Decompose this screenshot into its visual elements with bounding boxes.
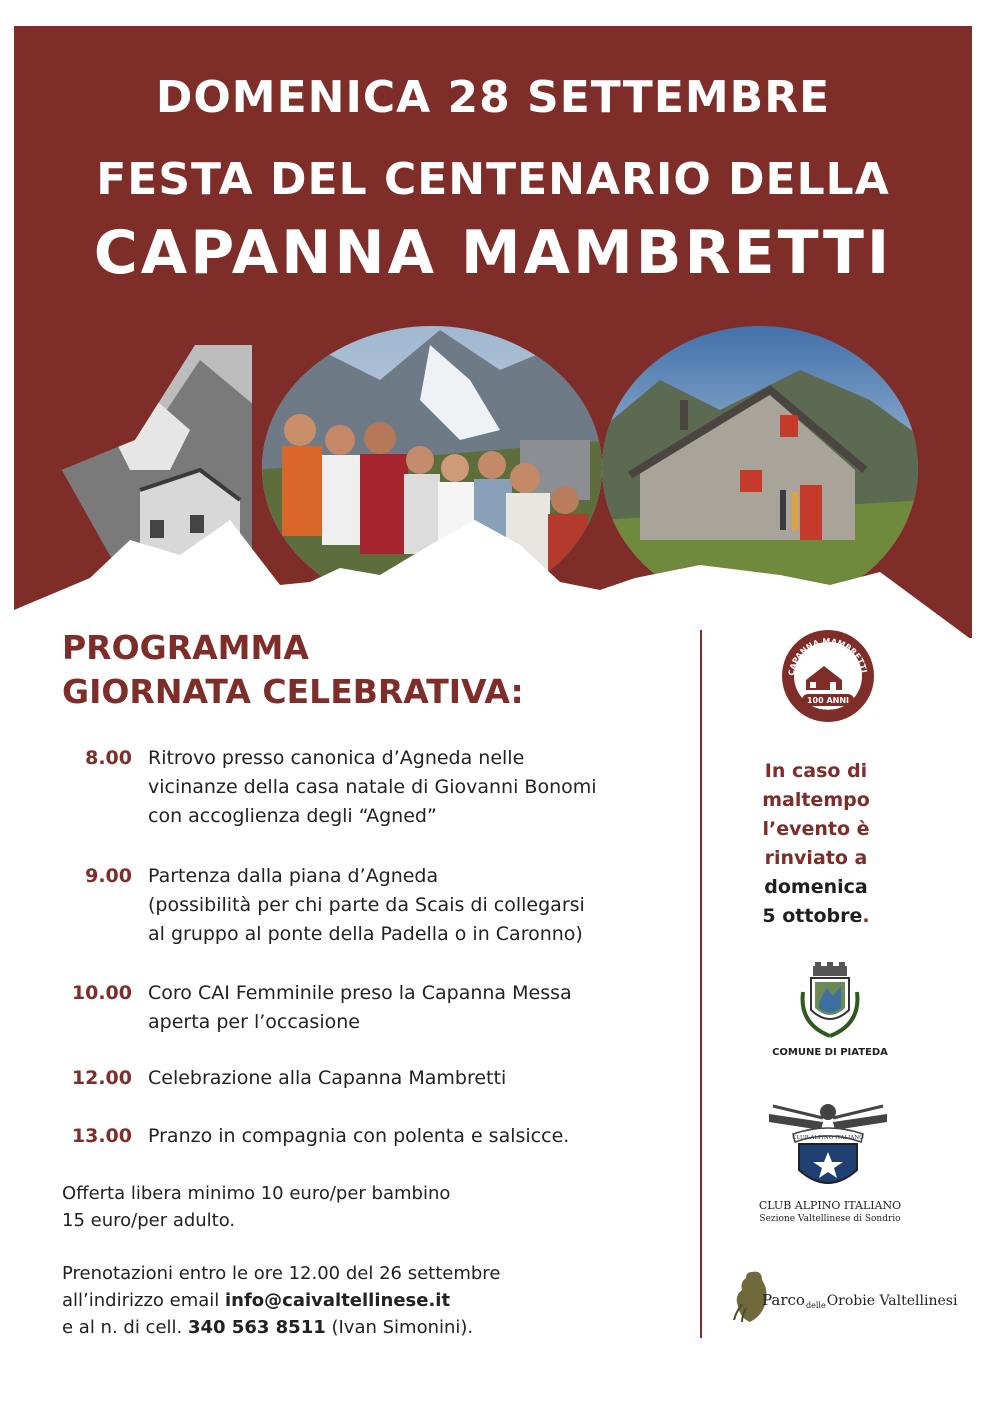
event-date-heading: DOMENICA 28 SETTEMBRE	[155, 72, 831, 123]
booking-text	[62, 1260, 662, 1341]
schedule-time: 13.00	[71, 1125, 132, 1147]
booking-email-prefix: all’indirizzo email	[62, 1290, 225, 1311]
booking-phone-number[interactable]: 340 563 8511	[187, 1317, 326, 1338]
parco-word2: delle	[805, 1301, 826, 1310]
program-title-line1: PROGRAMMA	[62, 628, 309, 667]
seal-dates: 1925/2025	[814, 709, 842, 715]
booking-phone-suffix: (Ivan Simonini).	[325, 1317, 474, 1338]
eagle-star-icon	[765, 1100, 891, 1198]
column-divider	[700, 630, 702, 1338]
desc-line: al gruppo al ponte della Padella o in Caronno)	[148, 923, 583, 945]
cai-name: CLUB ALPINO ITALIANO	[758, 1199, 902, 1212]
schedule-time: 9.00	[85, 865, 132, 887]
program-title-line2: GIORNATA CELEBRATIVA:	[62, 672, 524, 711]
booking-email-line	[62, 1287, 662, 1314]
booking-phone-line	[62, 1314, 662, 1341]
weather-line: rinviato a	[764, 847, 868, 869]
weather-date: 5 ottobre	[762, 905, 863, 927]
cai-ribbon-text: CLUB ALPINO ITALIANO	[792, 1135, 864, 1141]
seal-years: 100 ANNI	[806, 696, 850, 705]
event-title-line1: FESTA DEL CENTENARIO DELLA	[96, 154, 890, 205]
weather-notice	[716, 757, 916, 931]
parco-word1: Parco	[762, 1291, 805, 1309]
desc-line: (possibilità per chi parte da Scais di collegarsi	[148, 894, 585, 916]
desc-line: Celebrazione alla Capanna Mambretti	[148, 1067, 507, 1089]
coat-of-arms-icon	[795, 962, 865, 1044]
weather-date-tail: .	[862, 905, 870, 927]
booking-line: Prenotazioni entro le ore 12.00 del 26 settembre	[62, 1263, 501, 1284]
schedule-time: 8.00	[85, 747, 132, 769]
offer-text	[62, 1180, 662, 1234]
schedule-description	[148, 979, 688, 1037]
desc-line: vicinanze della casa natale di Giovanni Bonomi	[148, 776, 597, 798]
offer-line: 15 euro/per adulto.	[62, 1210, 236, 1231]
parco-wordmark	[762, 1290, 957, 1310]
booking-phone-prefix: e al n. di cell.	[62, 1317, 188, 1338]
desc-line: Ritrovo presso canonica d’Agneda nelle	[148, 747, 525, 769]
centenary-seal-icon	[780, 628, 876, 724]
schedule-time: 12.00	[71, 1067, 132, 1089]
comune-label: COMUNE DI PIATEDA	[772, 1047, 888, 1058]
booking-email-link[interactable]: info@caivaltellinese.it	[224, 1290, 451, 1311]
weather-line: maltempo	[762, 789, 870, 811]
weather-line: In caso di	[764, 760, 868, 782]
parco-word3: Orobie Valtellinesi	[826, 1293, 958, 1309]
desc-line: Pranzo in compagnia con polenta e salsicce.	[148, 1125, 570, 1147]
event-title-line2: CAPANNA MAMBRETTI	[93, 218, 893, 288]
weather-date-line	[716, 902, 916, 931]
weather-line: l’evento è	[762, 818, 870, 840]
weather-date-day: domenica	[764, 876, 868, 898]
desc-line: Coro CAI Femminile preso la Capanna Messa	[148, 982, 572, 1004]
offer-line: Offerta libera minimo 10 euro/per bambino	[62, 1183, 451, 1204]
schedule-description	[148, 744, 688, 831]
schedule-time: 10.00	[71, 982, 132, 1004]
schedule-description	[148, 1064, 688, 1093]
schedule-description	[148, 862, 688, 949]
desc-line: Partenza dalla piana d’Agneda	[148, 865, 439, 887]
seal-ring-text: CAPANNA MAMBRETTI	[787, 636, 869, 677]
desc-line: con accoglienza degli “Agned”	[148, 805, 437, 827]
program-title	[62, 626, 524, 714]
desc-line: aperta per l’occasione	[148, 1011, 360, 1033]
schedule-description	[148, 1122, 688, 1151]
cai-section: Sezione Valtellinese di Sondrio	[759, 1214, 901, 1224]
